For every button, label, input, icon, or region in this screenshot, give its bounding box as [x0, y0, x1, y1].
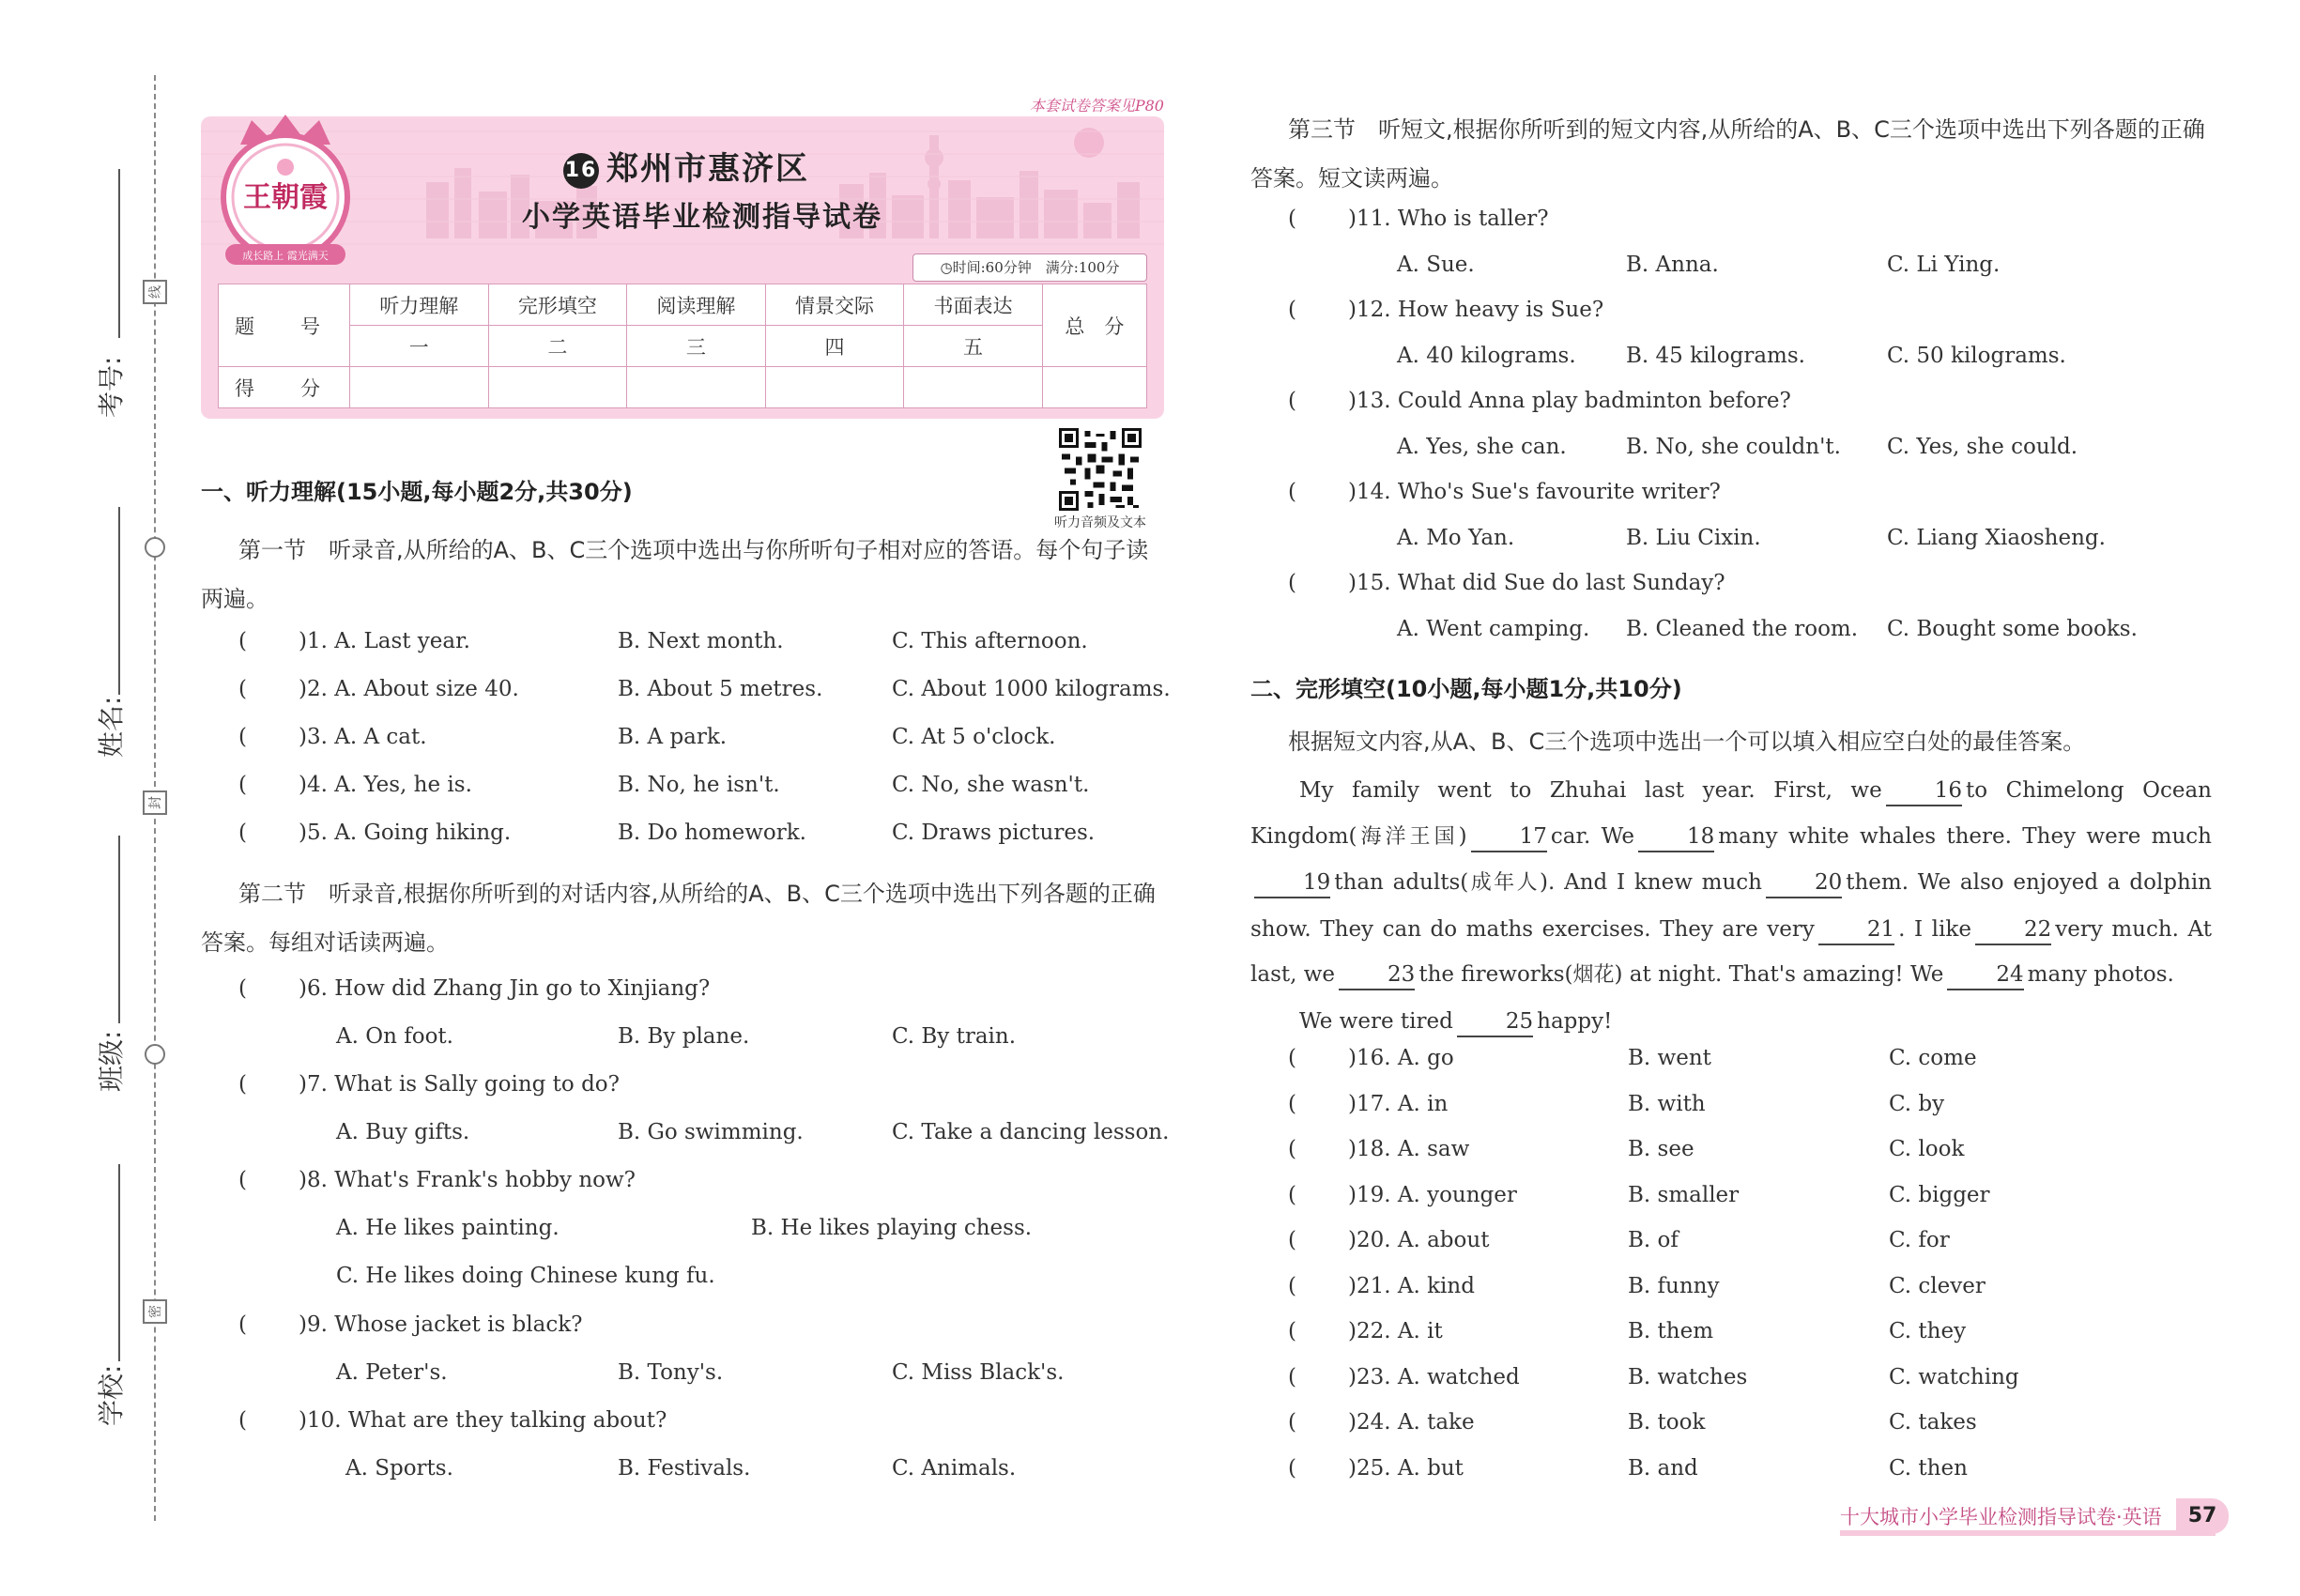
- paper-number-badge: 16: [563, 153, 599, 189]
- answer-bracket-25[interactable]: (: [1288, 1455, 1296, 1481]
- school-line[interactable]: [118, 1164, 120, 1361]
- question-row-20: [1288, 1228, 2227, 1266]
- question-row-23: [1288, 1365, 2227, 1403]
- blank-19[interactable]: 19: [1254, 868, 1330, 898]
- answer-bracket-16[interactable]: (: [1288, 1046, 1296, 1070]
- question-stem-8: )8. What's Frank's hobby now?: [299, 1168, 636, 1192]
- passage-gloss: 成年人: [1468, 871, 1541, 895]
- question-stem-10: )10. What are they talking about?: [299, 1408, 667, 1433]
- row-label-score: 得 分: [219, 367, 350, 408]
- option-b[interactable]: B. funny: [1628, 1273, 1720, 1298]
- question-row-4: [238, 773, 1215, 810]
- option-a[interactable]: A. Sue.: [1397, 253, 1475, 277]
- score-cell-total[interactable]: [1042, 367, 1146, 408]
- col-name-1: 听力理解: [350, 284, 489, 326]
- school-label: 学校:: [96, 1364, 127, 1426]
- option-c[interactable]: C. Draws pictures.: [892, 821, 1096, 845]
- option-b[interactable]: B. About 5 metres.: [618, 677, 823, 701]
- passage-gloss: 海洋王国: [1357, 824, 1459, 849]
- options-row-7: [238, 1120, 1215, 1158]
- question-row-12: [1288, 298, 2264, 335]
- question-row-17: [1288, 1092, 2227, 1129]
- option-b[interactable]: B. Do homework.: [618, 821, 806, 845]
- option-b[interactable]: B. No, she couldn't.: [1626, 435, 1841, 459]
- option-a[interactable]: A. Peter's.: [336, 1360, 448, 1385]
- passage-text: ): [1458, 823, 1467, 849]
- question-row-6: [238, 976, 1215, 1014]
- option-b[interactable]: B. Go swimming.: [618, 1120, 804, 1144]
- option-b[interactable]: B. with: [1628, 1091, 1706, 1116]
- options-row-12: [1288, 344, 2227, 381]
- question-row-14: [1288, 480, 2264, 517]
- question-stem-18: )18. A. saw: [1348, 1137, 1470, 1161]
- answer-bracket-9[interactable]: (: [238, 1312, 247, 1337]
- score-cell-3[interactable]: [627, 367, 766, 408]
- options-row-10: [238, 1456, 1215, 1494]
- question-row-2: [238, 677, 1215, 714]
- blank-20[interactable]: 20: [1766, 868, 1842, 898]
- option-c[interactable]: C. watching: [1889, 1364, 2019, 1389]
- option-b[interactable]: B. Tony's.: [618, 1360, 724, 1385]
- qr-code-icon[interactable]: [1059, 428, 1142, 511]
- col-num-4: 四: [765, 326, 904, 367]
- question-row-7: [238, 1072, 1215, 1110]
- answer-bracket-18[interactable]: (: [1288, 1137, 1296, 1161]
- question-row-18: [1288, 1137, 2227, 1174]
- answer-bracket-7[interactable]: (: [238, 1072, 247, 1097]
- seal-mark-secret: 密: [143, 1299, 167, 1324]
- question-stem-14: )14. Who's Sue's favourite writer?: [1348, 480, 1721, 504]
- option-b[interactable]: B. took: [1628, 1410, 1706, 1435]
- option-a[interactable]: A. Sports.: [345, 1456, 453, 1481]
- option-b[interactable]: B. He likes playing chess.: [751, 1216, 1033, 1240]
- class-label: 班级:: [96, 1030, 127, 1092]
- answer-bracket-5[interactable]: (: [238, 821, 247, 845]
- row-label-number: 题 号: [219, 284, 350, 367]
- col-name-2: 完形填空: [488, 284, 627, 326]
- option-c[interactable]: C. Miss Black's.: [892, 1360, 1065, 1385]
- options-row-14: [1288, 526, 2227, 563]
- options-row-11: [1288, 253, 2227, 290]
- passage-text: car. We: [1550, 823, 1635, 849]
- option-c[interactable]: C. clever: [1889, 1273, 1986, 1298]
- options-row-9: [238, 1360, 1215, 1398]
- answer-reference: 本套试卷答案见P80: [1029, 97, 1164, 115]
- answer-bracket-3[interactable]: (: [238, 725, 247, 749]
- binding-hole-2: [145, 1044, 165, 1065]
- question-row-19: [1288, 1183, 2227, 1220]
- footer-text: 十大城市小学毕业检测指导试卷·英语: [1840, 1506, 2162, 1528]
- option-b[interactable]: B. Anna.: [1626, 253, 1719, 277]
- option-c[interactable]: C. Bought some books.: [1887, 617, 2138, 641]
- question-row-24: [1288, 1410, 2227, 1448]
- option-c[interactable]: C. bigger: [1889, 1182, 1990, 1207]
- option-a[interactable]: A. On foot.: [336, 1024, 453, 1049]
- question-stem-13: )13. Could Anna play badminton before?: [1348, 389, 1791, 413]
- option-c[interactable]: C. then: [1889, 1455, 1968, 1481]
- exam-number-label: 考号:: [96, 356, 127, 418]
- binding-hole-1: [145, 537, 165, 558]
- cloze-passage: [1250, 768, 2212, 1044]
- question-row-21: [1288, 1274, 2227, 1312]
- passage-gloss: 烟花: [1572, 963, 1615, 987]
- option-b[interactable]: B. No, he isn't.: [618, 773, 780, 797]
- passage-text: . I like: [1898, 916, 1971, 942]
- passage-text: them. We also enjoyed a dolphin show. They can do maths exercises. They are very: [1250, 870, 2212, 942]
- option-a[interactable]: A. He likes painting.: [336, 1216, 560, 1240]
- option-a[interactable]: A. Mo Yan.: [1397, 526, 1515, 550]
- options-row-6: [238, 1024, 1215, 1062]
- option-c[interactable]: C. Animals.: [892, 1456, 1017, 1481]
- page-title: [563, 143, 882, 189]
- option-b[interactable]: B. By plane.: [618, 1024, 750, 1049]
- answer-bracket-10[interactable]: (: [238, 1408, 247, 1433]
- option-a[interactable]: A. 40 kilograms.: [1397, 344, 1576, 368]
- question-stem-1: )1. A. Last year.: [299, 629, 470, 653]
- col-name-4: 情景交际: [765, 284, 904, 326]
- question-row-13: [1288, 389, 2264, 426]
- question-row-9: [238, 1312, 1215, 1350]
- col-name-3: 阅读理解: [627, 284, 766, 326]
- blank-25[interactable]: 25: [1457, 1007, 1533, 1037]
- blank-24[interactable]: 24: [1947, 960, 2023, 990]
- option-b[interactable]: B. them: [1628, 1319, 1714, 1343]
- options-row-8-c: [238, 1264, 1215, 1301]
- option-b[interactable]: B. Next month.: [618, 629, 784, 653]
- answer-bracket-20[interactable]: (: [1288, 1228, 1296, 1252]
- col-num-3: 三: [627, 326, 766, 367]
- option-a[interactable]: A. Yes, she can.: [1397, 435, 1567, 459]
- score-cell-4[interactable]: [765, 367, 904, 408]
- answer-bracket-13[interactable]: (: [1288, 389, 1296, 413]
- logo-text: 王朝霞: [243, 181, 328, 214]
- question-stem-22: )22. A. it: [1348, 1319, 1443, 1343]
- passage-text: ). And I knew much: [1540, 870, 1762, 895]
- answer-bracket-19[interactable]: (: [1288, 1182, 1296, 1207]
- part1-title: 一、听力理解(15小题,每小题2分,共30分): [201, 479, 633, 505]
- option-c[interactable]: C. By train.: [892, 1024, 1017, 1049]
- part2-instruction: 根据短文内容,从A、B、C三个选项中选出一个可以填入相应空白处的最佳答案。: [1288, 729, 2086, 755]
- answer-bracket-2[interactable]: (: [238, 677, 247, 701]
- answer-bracket-6[interactable]: (: [238, 976, 247, 1001]
- passage-text: the fireworks(: [1418, 962, 1573, 987]
- option-c[interactable]: C. takes: [1889, 1410, 1977, 1435]
- option-c[interactable]: C. At 5 o'clock.: [892, 725, 1056, 749]
- option-b[interactable]: B. of: [1628, 1228, 1679, 1252]
- blank-23[interactable]: 23: [1339, 960, 1415, 990]
- blank-18[interactable]: 18: [1638, 822, 1714, 852]
- qr-caption: 听力音频及文本: [1054, 515, 1146, 530]
- col-name-5: 书面表达: [904, 284, 1043, 326]
- option-c[interactable]: C. About 1000 kilograms.: [892, 677, 1171, 701]
- option-b[interactable]: B. Cleaned the room.: [1626, 617, 1859, 641]
- answer-bracket-22[interactable]: (: [1288, 1319, 1296, 1343]
- page-number: 57: [2176, 1498, 2229, 1534]
- col-num-5: 五: [904, 326, 1043, 367]
- option-b[interactable]: B. and: [1628, 1455, 1698, 1481]
- section1-instruction: 第一节 听录音,从所给的A、B、C三个选项中选出与你所听句子相对应的答语。每个句子读两遍。: [201, 537, 1149, 612]
- passage-text: than adults(: [1334, 870, 1469, 895]
- name-label: 姓名:: [96, 696, 127, 758]
- question-row-5: [238, 821, 1215, 858]
- exam-number-line[interactable]: [118, 169, 120, 338]
- question-row-8: [238, 1168, 1215, 1205]
- option-b[interactable]: B. Festivals.: [618, 1456, 751, 1481]
- option-b[interactable]: B. went: [1628, 1046, 1711, 1070]
- option-a[interactable]: A. Went camping.: [1397, 617, 1590, 641]
- score-table: [218, 284, 1147, 408]
- col-num-2: 二: [488, 326, 627, 367]
- option-b[interactable]: B. A park.: [618, 725, 728, 749]
- logo-slogan: 成长路上 霞光满天: [242, 250, 329, 262]
- question-stem-15: )15. What did Sue do last Sunday?: [1348, 571, 1725, 595]
- page-subtitle: 小学英语毕业检测指导试卷: [522, 201, 882, 234]
- section3-instruction: 第三节 听短文,根据你所听到的短文内容,从所给的A、B、C三个选项中选出下列各题的正确答案。短文读两遍。: [1250, 116, 2205, 192]
- answer-bracket-11[interactable]: (: [1288, 207, 1296, 231]
- option-b[interactable]: B. watches: [1628, 1364, 1748, 1389]
- option-c[interactable]: C. for: [1889, 1228, 1950, 1252]
- question-row-15: [1288, 571, 2264, 608]
- passage-text: to Chimelong Ocean Kingdom(: [1250, 778, 2212, 849]
- class-line[interactable]: [118, 836, 120, 1023]
- answer-bracket-1[interactable]: (: [238, 629, 247, 653]
- answer-bracket-12[interactable]: (: [1288, 298, 1296, 322]
- question-stem-19: )19. A. younger: [1348, 1182, 1517, 1207]
- answer-bracket-4[interactable]: (: [238, 773, 247, 797]
- option-c[interactable]: C. by: [1889, 1091, 1945, 1116]
- question-stem-12: )12. How heavy is Sue?: [1348, 298, 1604, 322]
- name-line[interactable]: [118, 507, 120, 695]
- option-b[interactable]: B. 45 kilograms.: [1626, 344, 1805, 368]
- col-num-1: 一: [350, 326, 489, 367]
- question-stem-6: )6. How did Zhang Jin go to Xinjiang?: [299, 976, 711, 1001]
- question-stem-24: )24. A. take: [1348, 1410, 1475, 1435]
- score-cell-2[interactable]: [488, 367, 627, 408]
- question-row-1: [238, 629, 1215, 667]
- score-cell-1[interactable]: [350, 367, 489, 408]
- passage-text: many photos.: [2027, 962, 2174, 987]
- question-stem-7: )7. What is Sally going to do?: [299, 1072, 620, 1097]
- question-row-10: [238, 1408, 1215, 1446]
- answer-bracket-8[interactable]: (: [238, 1168, 247, 1192]
- blank-17[interactable]: 17: [1471, 822, 1547, 852]
- passage-text: many white whales there. They were much: [1718, 823, 2212, 849]
- question-stem-4: )4. A. Yes, he is.: [299, 773, 472, 797]
- question-row-16: [1288, 1046, 2227, 1083]
- question-stem-11: )11. Who is taller?: [1348, 207, 1549, 231]
- option-c[interactable]: C. come: [1889, 1046, 1977, 1070]
- answer-bracket-17[interactable]: (: [1288, 1091, 1296, 1116]
- answer-bracket-21[interactable]: (: [1288, 1273, 1296, 1298]
- option-c[interactable]: C. Take a dancing lesson.: [892, 1120, 1170, 1144]
- question-stem-2: )2. A. About size 40.: [299, 677, 519, 701]
- blank-21[interactable]: 21: [1818, 915, 1894, 945]
- time-score-info: ◷时间:60分钟 满分:100分: [912, 253, 1147, 282]
- option-c[interactable]: C. they: [1889, 1319, 1967, 1343]
- question-stem-25: )25. A. but: [1348, 1455, 1464, 1481]
- question-stem-9: )9. Whose jacket is black?: [299, 1312, 583, 1337]
- options-row-13: [1288, 435, 2227, 472]
- passage-text: We were tired: [1299, 1008, 1453, 1034]
- section2-instruction: 第二节 听录音,根据你所听到的对话内容,从所给的A、B、C三个选项中选出下列各题的正确答案。每组对话读两遍。: [201, 881, 1156, 956]
- answer-bracket-24[interactable]: (: [1288, 1410, 1296, 1435]
- question-stem-20: )20. A. about: [1348, 1228, 1490, 1252]
- answer-bracket-15[interactable]: (: [1288, 571, 1296, 595]
- seal-mark-line: 线: [143, 280, 167, 304]
- seal-mark-seal: 封: [143, 790, 167, 815]
- option-c[interactable]: C. This afternoon.: [892, 629, 1088, 653]
- option-c[interactable]: C. Li Ying.: [1887, 253, 2001, 277]
- question-stem-3: )3. A. A cat.: [299, 725, 427, 749]
- blank-16[interactable]: 16: [1886, 776, 1962, 806]
- title-text: 郑州市惠济区: [606, 150, 809, 188]
- question-stem-17: )17. A. in: [1348, 1091, 1449, 1116]
- passage-text: very much. At last, we: [1250, 916, 2212, 987]
- question-stem-5: )5. A. Going hiking.: [299, 821, 512, 845]
- option-a[interactable]: A. Buy gifts.: [336, 1120, 470, 1144]
- passage-text: happy!: [1537, 1008, 1613, 1034]
- option-c[interactable]: C. Yes, she could.: [1887, 435, 2078, 459]
- score-cell-5[interactable]: [904, 367, 1043, 408]
- question-row-3: [238, 725, 1215, 762]
- option-c[interactable]: C. He likes doing Chinese kung fu.: [336, 1264, 715, 1288]
- option-b[interactable]: B. smaller: [1628, 1182, 1740, 1207]
- question-stem-21: )21. A. kind: [1348, 1273, 1475, 1298]
- options-row-15: [1288, 617, 2227, 654]
- binding-strip: [0, 0, 188, 1596]
- option-c[interactable]: C. No, she wasn't.: [892, 773, 1090, 797]
- part2-title: 二、完形填空(10小题,每小题1分,共10分): [1250, 676, 1682, 702]
- question-row-25: [1288, 1456, 2227, 1494]
- question-row-22: [1288, 1319, 2227, 1357]
- option-b[interactable]: B. Liu Cixin.: [1626, 526, 1761, 550]
- option-c[interactable]: C. Liang Xiaosheng.: [1887, 526, 2106, 550]
- option-c[interactable]: C. 50 kilograms.: [1887, 344, 2066, 368]
- option-c[interactable]: C. look: [1889, 1137, 1965, 1161]
- passage-text: ) at night. That's amazing! We: [1614, 962, 1944, 987]
- answer-bracket-23[interactable]: (: [1288, 1364, 1296, 1389]
- options-row-8: [238, 1216, 1215, 1253]
- brand-logo: [214, 111, 357, 272]
- col-name-total: 总 分: [1042, 284, 1146, 367]
- answer-bracket-14[interactable]: (: [1288, 480, 1296, 504]
- blank-22[interactable]: 22: [1975, 915, 2051, 945]
- option-b[interactable]: B. see: [1628, 1137, 1694, 1161]
- question-stem-16: )16. A. go: [1348, 1046, 1454, 1070]
- passage-text: My family went to Zhuhai last year. First, we: [1299, 778, 1882, 803]
- question-stem-23: )23. A. watched: [1348, 1364, 1520, 1389]
- question-row-11: [1288, 207, 2264, 244]
